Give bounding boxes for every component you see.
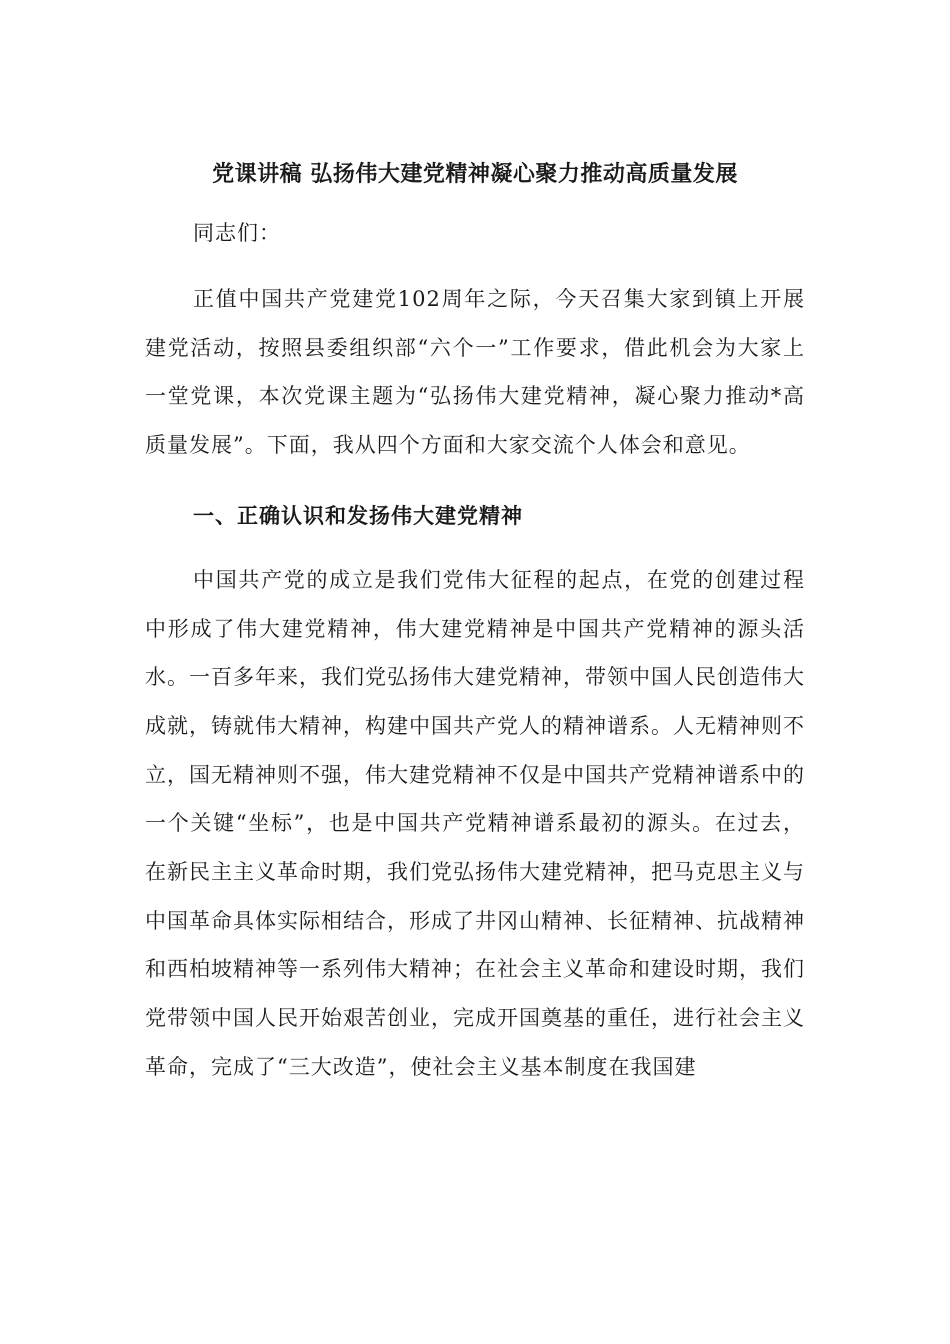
salutation: 同志们： bbox=[193, 221, 281, 245]
intro-paragraph: 正值中国共产党建党102周年之际，今天召集大家到镇上开展建党活动，按照县委组织部“六个一”工作要求，借此机会为大家上一堂党课，本次党课主题为“弘扬伟大建党精神，凝心聚力推动*高质量发展”。下面，我从四个方面和大家交流个人体会和意见。 bbox=[145, 287, 805, 458]
document-title: 党课讲稿 弘扬伟大建党精神凝心聚力推动高质量发展 bbox=[212, 162, 738, 187]
document-body bbox=[145, 152, 805, 1092]
section-paragraph: 中国共产党的成立是我们党伟大征程的起点，在党的创建过程中形成了伟大建党精神，伟大建党精神是中国共产党精神的源头活水。一百多年来，我们党弘扬伟大建党精神，带领中国人民创造伟大成就，铸就伟大精神，构建中国共产党人的精神谱系。人无精神则不立，国无精神则不强，伟大建党精神不仅是中国共产党精神谱系中的一个关键“坐标”，也是中国共产党精神谱系最初的源头。在过去，在新民主主义革命时期，我们党弘扬伟大建党精神，把马克思主义与中国革命具体实际相结合，形成了井冈山精神、长征精神、抗战精神和西柏坡精神等一系列伟大精神；在社会主义革命和建设时期，我们党带领中国人民开始艰苦创业，完成开国奠基的重任，进行社会主义革命，完成了“三大改造”，使社会主义基本制度在我国建 bbox=[145, 567, 805, 1079]
section-heading: 一、正确认识和发扬伟大建党精神 bbox=[193, 503, 523, 528]
